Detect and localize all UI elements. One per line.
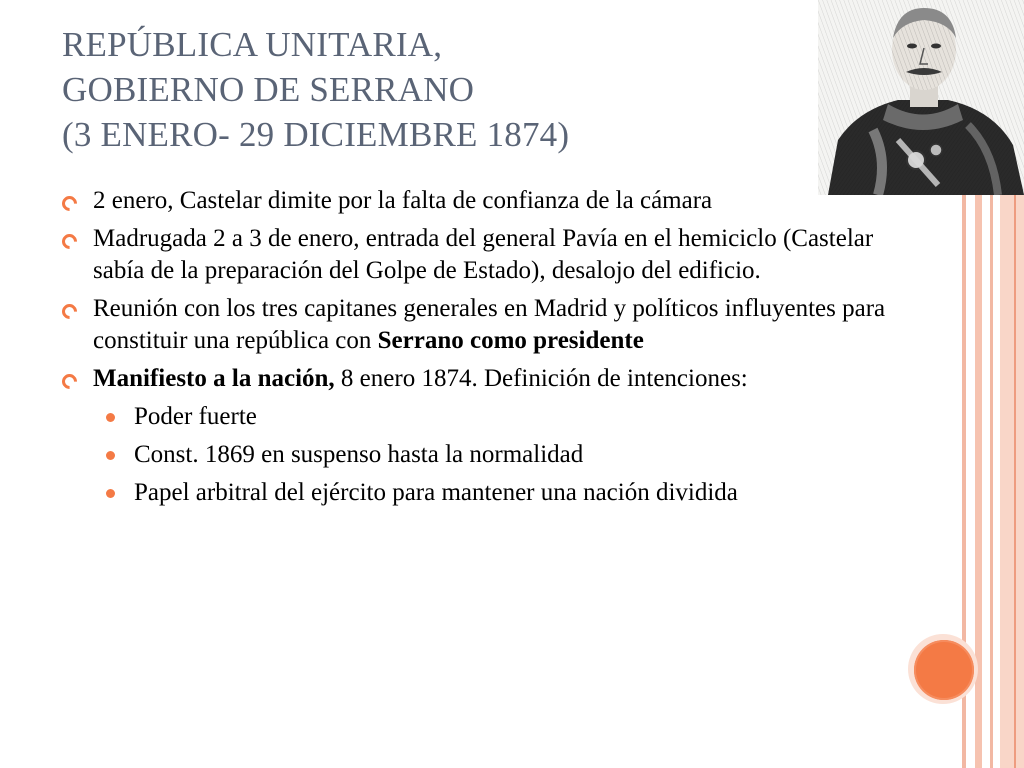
- bullet-ring-icon: [59, 193, 80, 214]
- bullet-ring-icon: [59, 231, 80, 252]
- bullet-text: Madrugada 2 a 3 de enero, entrada del general Pavía en el hemiciclo (Castelar sabía de la preparación del Golpe de Estado), desalojo del edificio.: [93, 225, 874, 284]
- bullet-bold-text: Serrano como presidente: [377, 327, 644, 354]
- bullet-item: [62, 363, 892, 395]
- portrait-engraving: [818, 0, 1024, 195]
- sub-bullet-dot-icon: [106, 489, 115, 498]
- bullet-text: Reunión con los tres capitanes generales en Madrid y políticos influyentes para constituir una república con: [93, 295, 886, 354]
- sub-bullet-dot-icon: [106, 413, 115, 422]
- bullet-item: [62, 185, 892, 217]
- sub-bullet-text: Papel arbitral del ejército para mantener una nación dividida: [134, 479, 738, 506]
- sub-bullet-text: Poder fuerte: [134, 403, 257, 430]
- decor-circle: [914, 640, 974, 700]
- bullet-bold-text: Manifiesto a la nación,: [93, 365, 335, 392]
- sub-bullet-dot-icon: [106, 451, 115, 460]
- bullet-ring-icon: [59, 301, 80, 322]
- sub-bullet-item: [62, 439, 892, 471]
- sub-bullet-text: Const. 1869 en suspenso hasta la normalidad: [134, 441, 584, 468]
- bullet-text: 2 enero, Castelar dimite por la falta de confianza de la cámara: [93, 187, 713, 214]
- title-line: (3 ENERO- 29 DICIEMBRE 1874): [62, 115, 570, 154]
- bullet-text: 8 enero 1874. Definición de intenciones:: [334, 365, 748, 392]
- slide-title: [62, 22, 812, 157]
- title-line: REPÚBLICA UNITARIA,: [62, 25, 443, 64]
- sub-bullet-item: [62, 401, 892, 433]
- bullet-item: [62, 223, 892, 287]
- decor-stripe: [1000, 195, 1024, 768]
- decor-stripe: [990, 195, 993, 768]
- title-line: GOBIERNO DE SERRANO: [62, 70, 475, 109]
- sub-bullet-item: [62, 477, 892, 509]
- slide-body: [62, 185, 892, 515]
- portrait-image: [818, 0, 1024, 195]
- bullet-ring-icon: [59, 371, 80, 392]
- bullet-item: [62, 293, 892, 357]
- decor-stripe: [975, 195, 982, 768]
- decor-stripe: [1014, 195, 1016, 768]
